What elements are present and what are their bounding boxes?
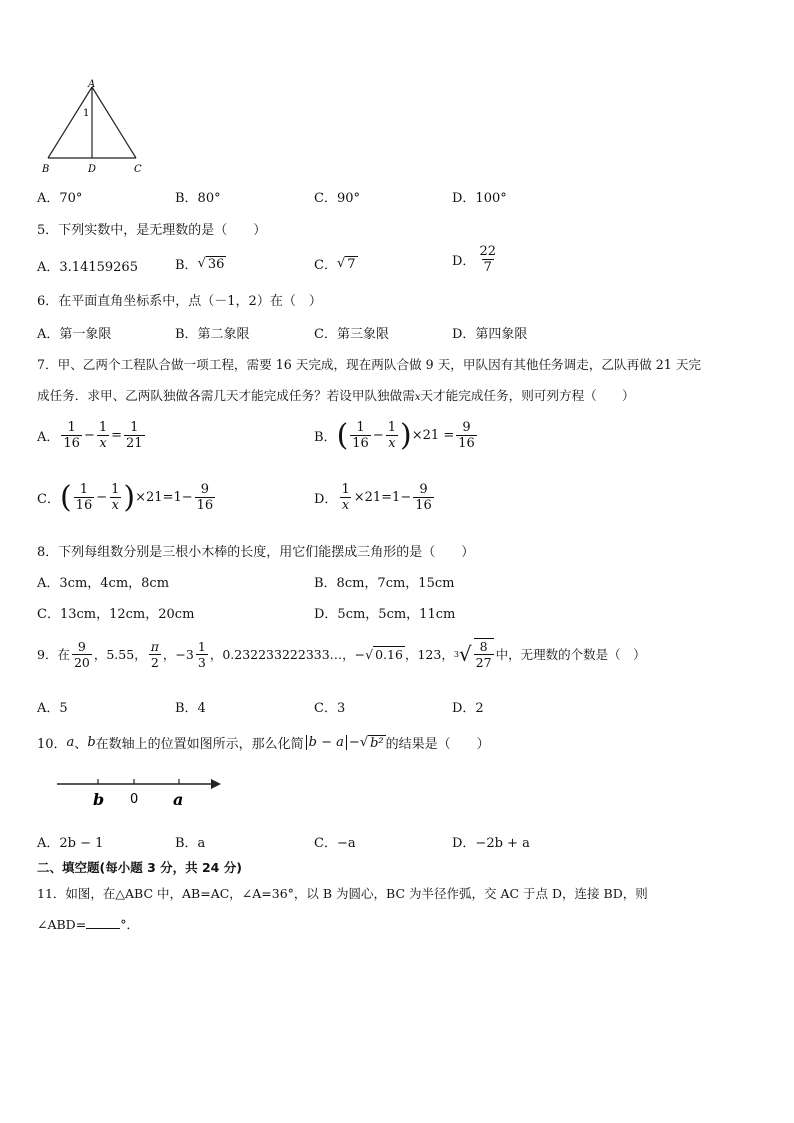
side-ab: [48, 87, 92, 158]
q10-sqrt-b2: b²: [370, 735, 384, 751]
q9-option-c[interactable]: C．3: [314, 701, 346, 716]
triangle-figure: [36, 78, 156, 178]
axis-label-zero: 0: [130, 792, 139, 807]
q6-option-d[interactable]: D．第四象限: [452, 327, 528, 342]
q5-option-b[interactable]: B． √ 36: [175, 256, 225, 273]
q5-fraction-22-7: $\frac{22}{7}$: [479, 244, 496, 275]
section-title-fill-in: 二、填空题(每小题 3 分，共 24 分): [37, 860, 242, 875]
q9-stem: 9．在 $\frac{9}{20}$ ，5.55， $\frac{\pi}{2}$ ，−3 $\frac{1}{3}$ ，0.232233222333…，− √ 0.16 ，123， 3 √ $\frac{8}{27}$ 中，无理数的个数是（ ）: [37, 638, 646, 670]
q10-option-c[interactable]: C．−a: [314, 836, 356, 851]
q6-stem: 6．在平面直角坐标系中，点（－1，2）在（ ）: [37, 294, 322, 309]
axis-label-b: b: [93, 790, 105, 809]
q9-options: [0, 697, 794, 717]
q11-stem-line2: ∠ABD= °．: [37, 917, 139, 932]
q5-stem: 5．下列实数中，是无理数的是（ ）: [37, 223, 267, 238]
q10-option-d[interactable]: D．−2b + a: [452, 836, 530, 851]
label-d: D: [88, 164, 97, 175]
q7-option-a[interactable]: A． $\frac{1}{16}$ − $\frac{1}{x}$ = $\frac{1}{21}$: [37, 420, 143, 451]
q6-option-c[interactable]: C．第三象限: [314, 327, 389, 342]
label-c: C: [134, 164, 142, 175]
label-a: A: [88, 79, 96, 90]
q9-option-b[interactable]: B．4: [175, 701, 206, 716]
q4-options: [0, 187, 794, 207]
q10-stem: 10． a 、 b 在数轴上的位置如图所示，那么化简 b − a − √ b² 的结果是（ ）: [37, 735, 490, 752]
q7-stem-line1: 7．甲、乙两个工程队合做一项工程，需要 16 天完成，现在两队合做 9 天，甲队因有其他任务调走，乙队再做 21 天完: [37, 357, 702, 372]
q7-stem-line2: 成任务．求甲、乙两队独做各需几天才能完成任务？若设甲队独做需x天才能完成任务，则可列方程（ ）: [37, 388, 635, 403]
q5-sqrt-36: 36: [207, 256, 225, 272]
q4-option-a[interactable]: A．70°: [37, 191, 83, 206]
q10-option-b[interactable]: B．a: [175, 836, 206, 851]
label-b: B: [42, 164, 50, 175]
q8-options-row1: [0, 572, 794, 592]
q11-answer-blank[interactable]: [86, 916, 120, 929]
axis-label-a: a: [173, 790, 184, 809]
q6-options: [0, 323, 794, 343]
q9-sqrt-016: 0.16: [375, 647, 403, 662]
q5-option-d[interactable]: D． $\frac{22}{7}$: [452, 244, 496, 275]
q6-option-b[interactable]: B．第二象限: [175, 327, 250, 342]
q9-option-d[interactable]: D．2: [452, 701, 484, 716]
q4-option-d[interactable]: D．100°: [452, 191, 507, 206]
number-line: [55, 776, 225, 810]
side-ac: [92, 87, 136, 158]
q7-option-d[interactable]: D． $\frac{1}{x}$ ×21 =1− $\frac{9}{16}$: [314, 482, 432, 513]
q6-option-a[interactable]: A．第一象限: [37, 327, 112, 342]
q10-options: [0, 832, 794, 852]
q11-stem-line1: 11．如图，在△ABC 中，AB=AC，∠A=36°，以 B 为圆心，BC 为半径作弧，交 AC 于点 D，连接 BD，则: [37, 886, 648, 901]
q8-options-row2: [0, 603, 794, 623]
q8-option-a[interactable]: A．3cm，4cm，8cm: [37, 576, 170, 591]
q5-option-c[interactable]: C． √ 7: [314, 256, 356, 273]
q4-option-c[interactable]: C．90°: [314, 191, 360, 206]
q5-sqrt-7: 7: [347, 256, 356, 272]
q5-option-a[interactable]: A．3.14159265: [37, 260, 138, 275]
label-angle-1: 1: [83, 108, 90, 119]
q7-option-b[interactable]: B． ( $\frac{1}{16}$ − $\frac{1}{x}$ ) ×21 = $\frac{9}{16}$: [314, 417, 475, 453]
q8-option-c[interactable]: C．13cm，12cm，20cm: [37, 607, 195, 622]
q9-option-a[interactable]: A．5: [37, 701, 68, 716]
q5-options: [0, 244, 794, 282]
q7-option-c[interactable]: C． ( $\frac{1}{16}$ − $\frac{1}{x}$ ) ×21 =1− $\frac{9}{16}$: [37, 479, 214, 515]
q10-option-a[interactable]: A．2b − 1: [37, 836, 104, 851]
q8-option-b[interactable]: B．8cm，7cm，15cm: [314, 576, 455, 591]
q4-option-b[interactable]: B．80°: [175, 191, 221, 206]
q10-abs-expression: b − a: [306, 735, 347, 750]
q8-option-d[interactable]: D．5cm，5cm，11cm: [314, 607, 456, 622]
q8-stem: 8．下列每组数分别是三根小木棒的长度，用它们能摆成三角形的是（ ）: [37, 545, 475, 560]
